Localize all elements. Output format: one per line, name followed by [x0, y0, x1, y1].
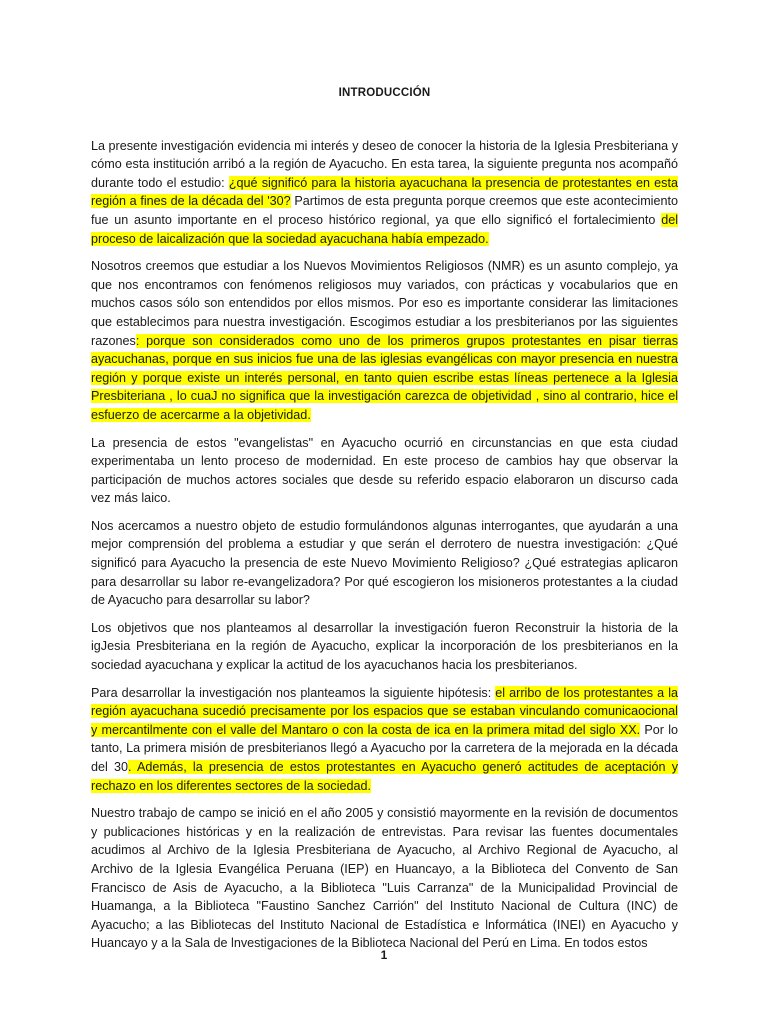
- paragraph-7: [91, 804, 678, 953]
- body-text: La presente investigación evidencia mi interés y deseo de conocer la historia de la Iglesia Presbiteriana y cómo esta institución arribó a la región de Ayacucho. En esta tarea, la siguiente pregunta nos acompañó durante todo el estudio:: [91, 138, 678, 190]
- page-number: 1: [380, 948, 388, 962]
- paragraph-3: [91, 434, 678, 508]
- highlighted-text: el arribo de los protestantes a la región ayacuchana sucedió precisamente por los espacios que se estaban vinculando comunicaocional y mercantilmente con el valle del Mantaro o con la costa de ica en la primera mitad del siglo XX.: [91, 685, 678, 737]
- highlighted-text: ¿qué significó para la historia ayacuchana la presencia de protestantes en esta región a fines de la década del '30?: [91, 175, 678, 209]
- body-text: La presencia de estos "evangelistas" en Ayacucho ocurrió en circunstancias en que esta ciudad experimentaba un lento proceso de modernidad. En este proceso de cambios hay que observar la participación de muchos actores sociales que desde su referido espacio elaboraron un discurso cada vez más laico.: [91, 435, 678, 506]
- highlighted-text: . Además, la presencia de estos protestantes en Ayacucho generó actitudes de aceptación y rechazo en los diferentes sectores de la sociedad.: [91, 760, 678, 793]
- body-text: Por lo tanto, La primera misión de presbiterianos llegó a Ayacucho por la carretera de la mejorada en la década del 30: [91, 722, 678, 774]
- body-text: Partimos de esta pregunta porque creemos que este acontecimiento fue un asunto importante en el proceso histórico regional, ya que ello significó el fortalecimiento: [91, 194, 678, 227]
- body-text: Nos acercamos a nuestro objeto de estudio formulándonos algunas interrogantes, que ayudarán a una mejor comprensión del problema a estudiar y que serán el derrotero de nuestra investigación: ¿Qué significó para Ayacucho la presencia de este Nuevo Movimiento Religioso? ¿Qué estrategias aplicaron para desarrollar su labor re-evangelizadora? Por qué escogieron los misioneros protestantes a la ciudad de Ayacucho para desarrollar su labor?: [91, 518, 678, 608]
- paragraph-1: [91, 137, 678, 249]
- body-text: Nuestro trabajo de campo se inició en el año 2005 y consistió mayormente en la revisión de documentos y publicaciones históricas y en la realización de entrevistas. Para revisar las fuentes documentales acudimos al Archivo de la Iglesia Presbiteriana de Ayacucho, al Archivo Regional de Ayacucho, al Archivo de la Iglesia Evangélica Peruana (IEP) en Huancayo, a la Biblioteca del Convento de San Francisco de Asis de Ayacucho, a la Biblioteca "Luis Carranza" de la Municipalidad Provincial de Huamanga, a la Biblioteca "Faustino Sanchez Carrión" del Instituto Nacional de Cultura (INC) de Ayacucho; a las Bibliotecas del Instituto Nacional de Estadística e lnformática (INEI) en Ayacucho y Huancayo y a la Sala de lnvestigaciones de la Biblioteca Nacional del Perú en Lima. En todos estos: [91, 806, 678, 951]
- document-body: [91, 137, 678, 953]
- paragraph-4: [91, 517, 678, 610]
- paragraph-2: [91, 257, 678, 424]
- page-title: INTRODUCCIÓN: [338, 87, 431, 99]
- paragraph-5: [91, 619, 678, 675]
- paragraph-6: [91, 684, 678, 796]
- body-text: Los objetivos que nos planteamos al desarrollar la investigación fueron Reconstruir la historia de la igJesia Presbiteriana en la región de Ayacucho, explicar la incorporación de los presbiterianos en la sociedad ayacuchana y explicar la actitud de los ayacuchanos hacia los presbiterianos.: [91, 620, 678, 673]
- highlighted-text: del proceso de laicalización que la sociedad ayacuchana había empezado.: [91, 212, 678, 246]
- body-text: Para desarrollar la investigación nos planteamos la siguiente hipótesis:: [91, 685, 496, 700]
- body-text: Nosotros creemos que estudiar a los Nuevos Movimientos Religiosos (NMR) es un asunto complejo, ya que nos encontramos con fenómenos religiosos muy variados, con prácticas y vocabularios que en muchos casos sólo son entendidos por ellos mismos. Por eso es importante considerar las limitaciones que establecimos para nuestra investigación. Escogimos estudiar a los presbiterianos por las siguientes razones: [91, 259, 678, 348]
- highlighted-text: : porque son considerados como uno de los primeros grupos protestantes en pisar tierras ayacuchanas, porque en sus inicios fue una de las iglesias evangélicas con mayor presencia en nuestra región y porque existe un interés personal, en tanto quien escribe estas líneas pertenece a la Iglesia Presbiteriana , lo cuaJ no significa que la investigación carezca de objetividad , sino al contrario, hice el esfuerzo de acercarme a la objetividad.: [91, 333, 678, 422]
- document-page: [91, 84, 678, 962]
